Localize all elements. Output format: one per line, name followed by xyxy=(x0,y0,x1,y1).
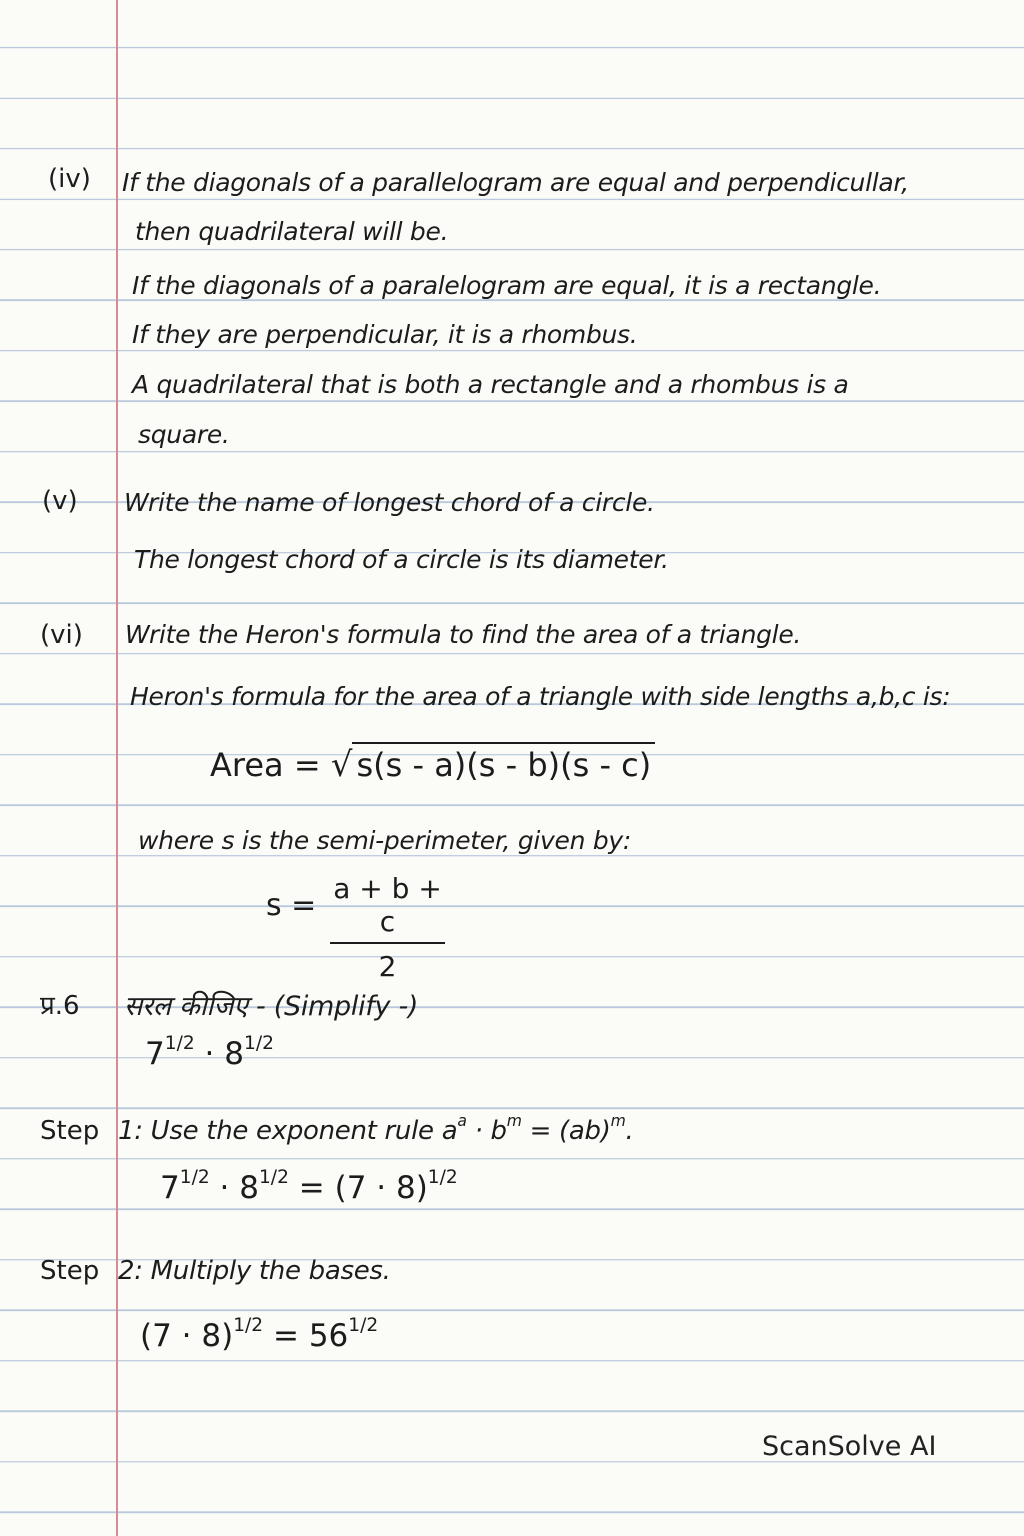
semi-perimeter-lhs: s = xyxy=(266,888,317,923)
fraction-denominator: 2 xyxy=(378,950,397,983)
question-iv-text-line1: If the diagonals of a parallelogram are equal and perpendicullar, xyxy=(122,168,909,197)
rule-product: = (ab) xyxy=(521,1116,611,1146)
scansolve-watermark: ScanSolve AI xyxy=(762,1431,937,1462)
step-2-eq-left-exp: 1/2 xyxy=(233,1314,264,1336)
heron-formula-lhs: Area = xyxy=(210,746,321,784)
step-1-eq-left-exp: 1/2 xyxy=(179,1166,210,1188)
answer-iv-line3: A quadrilateral that is both a rectangle and a rhombus is a xyxy=(132,370,849,399)
answer-iv-line2: If they are perpendicular, it is a rhombus. xyxy=(132,320,638,349)
step-2-eq-left: (7 · 8) xyxy=(140,1318,234,1354)
semi-perimeter-note: where s is the semi-perimeter, given by: xyxy=(138,826,632,855)
heron-formula xyxy=(210,742,655,785)
rule-product-exponent: m xyxy=(610,1112,626,1131)
step-1-eq-right-exp: 1/2 xyxy=(427,1166,458,1188)
question-v-text: Write the name of longest chord of a circle. xyxy=(124,488,655,517)
expr-exponent-2: 1/2 xyxy=(243,1032,274,1054)
radical-sign-icon: √ xyxy=(330,745,353,785)
answer-iv-line4: square. xyxy=(138,420,230,449)
rule-a-exponent: a xyxy=(457,1112,467,1131)
rule-b-base: · b xyxy=(466,1116,507,1146)
question-v-label: (v) xyxy=(42,486,78,516)
step-1-label: Step xyxy=(40,1116,100,1146)
step-2-eq-right-exp: 1/2 xyxy=(348,1314,379,1336)
square-root xyxy=(331,742,655,785)
question-6-title: सरल कीजिए - (Simplify -) xyxy=(124,991,419,1022)
step-1-description: 1: Use the exponent rule a xyxy=(118,1116,458,1146)
step-2-eq-right: = 56 xyxy=(273,1318,349,1354)
rule-b-exponent: m xyxy=(506,1112,522,1131)
heron-formula-radicand: s(s - a)(s - b)(s - c) xyxy=(352,742,655,784)
step-2-label: Step xyxy=(40,1256,100,1286)
question-vi-text: Write the Heron's formula to find the area of a triangle. xyxy=(125,620,802,649)
expr-exponent-1: 1/2 xyxy=(164,1032,195,1054)
question-6-expression xyxy=(145,1032,274,1072)
question-vi-label: (vi) xyxy=(40,620,83,650)
step-2-text: 2: Multiply the bases. xyxy=(118,1256,391,1286)
rule-period: . xyxy=(625,1116,634,1146)
question-iv-text-line2: then quadrilateral will be. xyxy=(135,217,449,246)
answer-vi-intro: Heron's formula for the area of a triangle with side lengths a,b,c is: xyxy=(130,682,951,711)
step-1-text xyxy=(118,1112,634,1146)
step-2-equation xyxy=(140,1314,379,1354)
question-6-label: प्र.6 xyxy=(40,991,80,1021)
expr-base-8: 8 xyxy=(224,1036,244,1072)
margin-line xyxy=(116,0,118,1536)
semi-perimeter-fraction xyxy=(330,872,445,983)
answer-iv-line1: If the diagonals of a paralelogram are equal, it is a rectangle. xyxy=(132,271,882,300)
expr-base-7: 7 xyxy=(145,1036,165,1072)
fraction-numerator: a + b + c xyxy=(330,872,445,944)
step-1-equation xyxy=(160,1166,458,1206)
step-1-eq-right: = (7 · 8) xyxy=(298,1170,428,1206)
step-1-eq-mid-exp: 1/2 xyxy=(258,1166,289,1188)
expr-dot: · xyxy=(204,1036,215,1072)
step-1-eq-mid: · 8 xyxy=(219,1170,259,1206)
question-iv-label: (iv) xyxy=(48,164,91,194)
step-1-eq-left: 7 xyxy=(160,1170,180,1206)
answer-v-text: The longest chord of a circle is its diameter. xyxy=(134,545,669,574)
